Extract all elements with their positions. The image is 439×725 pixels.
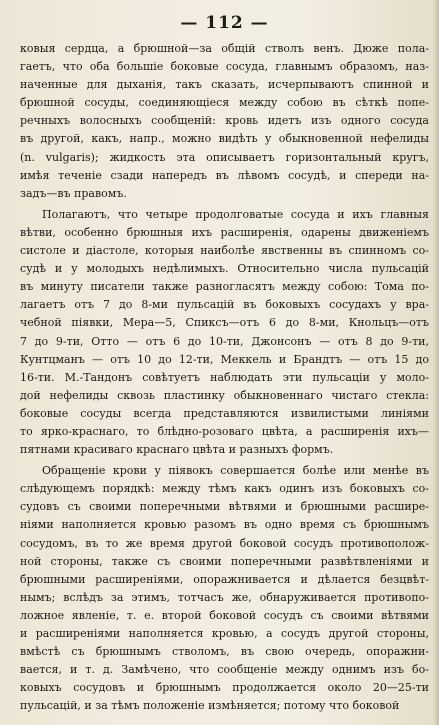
text-line: имѣя теченіе сзади напередъ въ лѣвомъ сосудѣ, и спереди на- bbox=[20, 168, 429, 182]
text-line: лагаетъ отъ 7 до 8-ми пульсацій въ боковыхъ сосудахъ у вра- bbox=[20, 298, 429, 312]
text-line: въ минуту писатели также разногласятъ между собою: Тома по- bbox=[20, 280, 429, 294]
paragraph bbox=[20, 206, 429, 459]
text-line: судѣ и у молодыхъ недѣлимыхъ. Относительно числа пульсацій bbox=[20, 262, 429, 276]
text-line: слѣдующемъ порядкѣ: между тѣмъ какъ одинъ изъ боковыхъ со- bbox=[20, 482, 429, 496]
text-line: ковыхъ сосудовъ и брюшнымъ продолжается около 20—25-ти bbox=[20, 681, 429, 695]
text-line: 7 до 9-ти, Отто — отъ 6 до 10-ти, Джонсонъ — отъ 8 до 9-ти, bbox=[20, 334, 429, 348]
text-line: въ другой, какъ, напр., можно видѣть у обыкновенной нефелиды bbox=[20, 132, 429, 146]
text-line: наченные для дыханія, такъ сказать, исчерпываютъ спинной и bbox=[20, 78, 429, 92]
text-line: ніями наполняется кровью разомъ въ одно время съ брюшнымъ bbox=[20, 518, 429, 532]
text-line: Кунтцманъ — отъ 10 до 12-ти, Меккель и Брандтъ — отъ 15 до bbox=[20, 352, 429, 366]
text-line: Полагаютъ, что четыре продолговатые сосуда и ихъ главныя bbox=[42, 207, 429, 221]
text-line: боковые сосуды всегда представляются извилистыми линіями bbox=[20, 406, 429, 420]
paragraph bbox=[20, 462, 429, 715]
text-line: вается, и т. д. Замѣчено, что сообщеніе между однимъ изъ бо- bbox=[20, 663, 429, 677]
text-line: ной стороны, также съ своими поперечными развѣтвленіями и bbox=[20, 554, 429, 568]
text-line: сосудомъ, въ то же время другой боковой сосудъ противополож- bbox=[20, 536, 429, 550]
paragraph bbox=[20, 40, 429, 203]
text-line: 16-ти. М.-Тандонъ совѣтуетъ наблюдать эти пульсаціи у моло- bbox=[20, 370, 429, 384]
text-line: систоле и діастоле, которыя наиболѣе явственны въ спинномъ со- bbox=[20, 244, 429, 258]
text-line: гаетъ, что оба большіе боковые сосуда, главнымъ образомъ, наз- bbox=[20, 60, 429, 74]
text-line: пятнами красиваго краснаго цвѣта и разныхъ формъ. bbox=[20, 443, 334, 457]
text-line: то ярко-краснаго, то блѣдно-розоваго цвѣта, а расширенія ихъ— bbox=[20, 424, 429, 438]
text-line: нымъ; вслѣдъ за этимъ, тотчасъ же, обнаруживается противопо- bbox=[20, 590, 429, 604]
page-number: — 112 — bbox=[180, 13, 269, 33]
text-body bbox=[20, 40, 429, 715]
text-line: ложное явленіе, т. е. второй боковой сосудъ съ своими вѣтвями bbox=[20, 608, 429, 622]
text-line: брюшной сосуды, соединяющіеся между собою въ сѣткѣ попе- bbox=[20, 96, 429, 110]
text-line: брюшными расширеніями, опоражнивается и дѣлается безцвѣт- bbox=[20, 572, 429, 586]
text-line: речныхъ волосныхъ сообщеній: кровь идетъ изъ одного сосуда bbox=[20, 114, 429, 128]
text-line: ковыя сердца, а брюшной—за общій стволъ венъ. Дюже пола- bbox=[20, 42, 429, 55]
text-line: судовъ съ своими поперечными вѣтвями и брюшными расшире- bbox=[20, 500, 429, 514]
text-line: Обращеніе крови у піявокъ совершается болѣе или менѣе въ bbox=[42, 464, 429, 478]
text-line: (n. vulgaris); жидкость эта описываетъ горизонтальный кругъ, bbox=[20, 150, 429, 164]
text-line: вмѣстѣ съ брюшнымъ стволомъ, въ свою очередь, опоражни- bbox=[20, 645, 429, 659]
text-line: чебной піявки, Мера—5, Спиксъ—отъ 6 до 8-ми, Кнольцъ—отъ bbox=[20, 316, 429, 330]
text-line: пульсацій, и за тѣмъ положеніе измѣняется; потому что боковой bbox=[20, 699, 400, 713]
text-line: и расширеніями наполняется кровью, а сосудъ другой стороны, bbox=[20, 627, 429, 640]
text-line: дой нефелиды сквозь пластинку обыкновеннаго чистаго стекла: bbox=[20, 388, 429, 402]
text-line: вѣтви, особенно брюшныя ихъ расширенія, одарены движеніемъ bbox=[20, 225, 429, 239]
text-line: задъ—въ правомъ. bbox=[20, 186, 127, 200]
